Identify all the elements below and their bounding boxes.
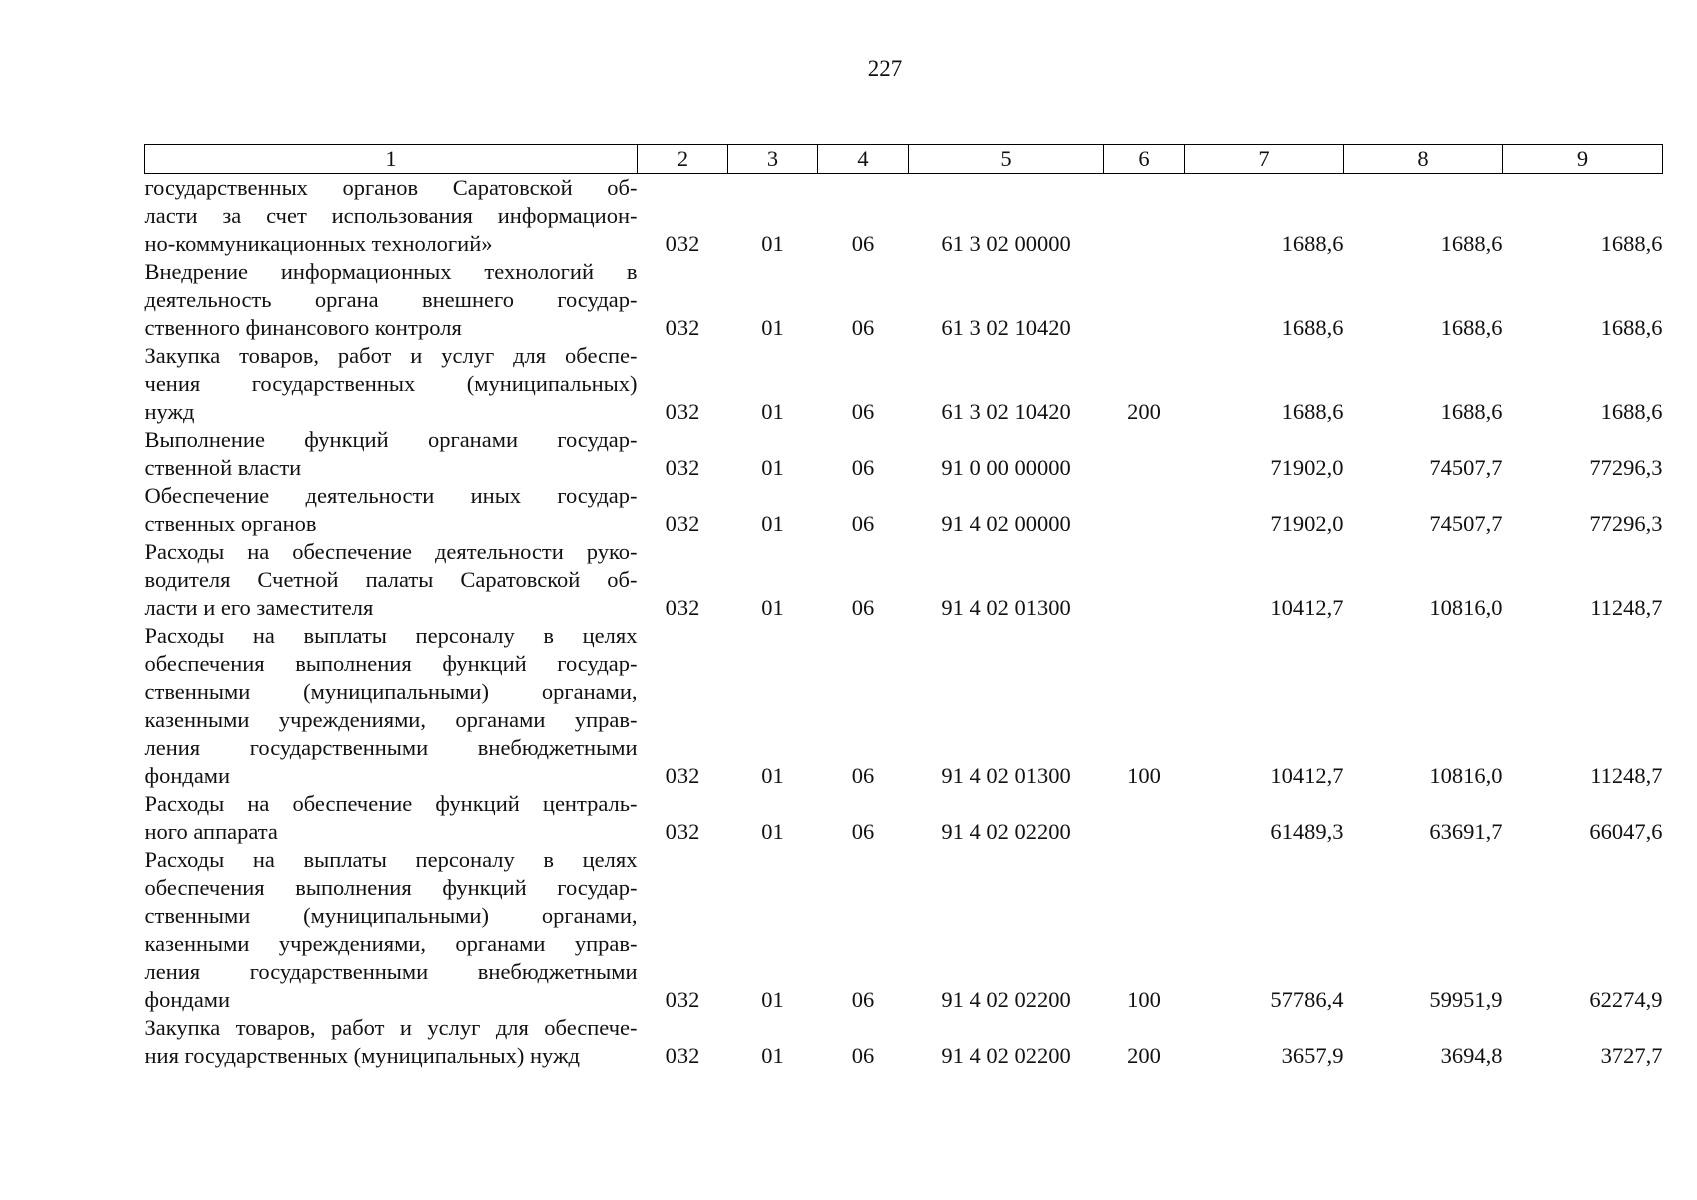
amount-year-3: 77296,3 [1589, 455, 1663, 480]
table-row [145, 1014, 1663, 1070]
row-description [145, 482, 638, 538]
column-header: 9 [1503, 145, 1663, 174]
description-line: Внедрение информационных технологий в [144, 259, 638, 284]
target-item-code: 91 4 02 01300 [941, 595, 1071, 620]
target-item-code: 91 0 00 00000 [941, 455, 1071, 480]
description-line: Выполнение функций органами государ- [144, 427, 638, 452]
description-line: ния государственных (муниципальных) нужд [144, 1043, 580, 1068]
table-row [145, 846, 1663, 1014]
target-item-code: 61 3 02 10420 [941, 315, 1071, 340]
description-line: Расходы на обеспечение деятельности руко- [144, 539, 638, 564]
amount-year-3: 77296,3 [1589, 511, 1663, 536]
description-line: ственными (муниципальными) органами, [144, 903, 638, 928]
description-line: Закупка товаров, работ и услуг для обеспе- [144, 343, 638, 368]
section-code: 01 [761, 511, 784, 536]
section-code: 01 [761, 595, 784, 620]
subsection-code: 06 [851, 231, 875, 256]
column-header: 3 [728, 145, 818, 174]
ministry-code: 032 [665, 595, 700, 620]
subsection-code: 06 [851, 819, 875, 844]
amount-year-1: 71902,0 [1270, 455, 1344, 480]
target-item-code: 91 4 02 02200 [941, 819, 1071, 844]
amount-year-2: 59951,9 [1429, 987, 1503, 1012]
description-line: ного аппарата [144, 819, 278, 844]
table-row [145, 342, 1663, 426]
amount-year-2: 3694,8 [1440, 1043, 1503, 1068]
subsection-code: 06 [851, 1043, 875, 1068]
amount-year-1: 71902,0 [1270, 511, 1344, 536]
expense-type-code [1104, 426, 1185, 482]
row-description [145, 342, 638, 426]
expense-type-code [1104, 258, 1185, 342]
expense-type-code: 100 [1127, 987, 1161, 1012]
amount-year-3: 3727,7 [1600, 1043, 1663, 1068]
ministry-code: 032 [665, 231, 700, 256]
column-header: 2 [638, 145, 728, 174]
amount-year-2: 1688,6 [1440, 315, 1503, 340]
description-line: государственных органов Саратовской об- [144, 175, 638, 200]
target-item-code: 91 4 02 01300 [941, 763, 1071, 788]
expense-type-code [1104, 174, 1185, 259]
section-code: 01 [761, 987, 784, 1012]
description-line: Расходы на обеспечение функций централь- [144, 791, 638, 816]
section-code: 01 [761, 763, 784, 788]
amount-year-1: 57786,4 [1270, 987, 1344, 1012]
amount-year-2: 1688,6 [1440, 399, 1503, 424]
description-line: Обеспечение деятельности иных государ- [144, 483, 638, 508]
amount-year-2: 74507,7 [1429, 455, 1503, 480]
table-row [145, 790, 1663, 846]
section-code: 01 [761, 315, 784, 340]
subsection-code: 06 [851, 763, 875, 788]
header-row [145, 145, 1663, 174]
page-number: 227 [867, 56, 903, 81]
column-header: 5 [909, 145, 1104, 174]
description-line: ственного финансового контроля [144, 315, 462, 340]
amount-year-2: 1688,6 [1440, 231, 1503, 256]
description-line: но-коммуникационных технологий» [144, 231, 493, 256]
description-line: ления государственными внебюджетными [144, 959, 638, 984]
table-row [145, 258, 1663, 342]
row-description [145, 174, 638, 259]
column-header: 6 [1104, 145, 1185, 174]
description-line: ственных органов [144, 511, 317, 536]
section-code: 01 [761, 1043, 784, 1068]
column-header: 8 [1344, 145, 1503, 174]
description-line: казенными учреждениями, органами управ- [144, 707, 638, 732]
expense-type-code: 200 [1127, 399, 1161, 424]
description-line: ласти и его заместителя [144, 595, 374, 620]
expense-type-code: 100 [1127, 763, 1161, 788]
expense-type-code: 200 [1127, 1043, 1161, 1068]
amount-year-1: 3657,9 [1281, 1043, 1344, 1068]
table-row [145, 482, 1663, 538]
description-line: Закупка товаров, работ и услуг для обеспече- [144, 1015, 638, 1040]
section-code: 01 [761, 455, 784, 480]
column-header: 1 [145, 145, 638, 174]
description-line: ственной власти [144, 455, 302, 480]
row-description [145, 426, 638, 482]
expense-type-code [1104, 790, 1185, 846]
row-description [145, 538, 638, 622]
ministry-code: 032 [665, 987, 700, 1012]
column-header: 4 [818, 145, 909, 174]
description-line: обеспечения выполнения функций государ- [144, 875, 638, 900]
section-code: 01 [761, 819, 784, 844]
subsection-code: 06 [851, 315, 875, 340]
amount-year-2: 10816,0 [1429, 763, 1503, 788]
amount-year-1: 1688,6 [1281, 399, 1344, 424]
amount-year-3: 11248,7 [1590, 763, 1663, 788]
description-line: ласти за счет использования информацион- [144, 203, 638, 228]
ministry-code: 032 [665, 819, 700, 844]
amount-year-3: 62274,9 [1589, 987, 1663, 1012]
subsection-code: 06 [851, 987, 875, 1012]
description-line: обеспечения выполнения функций государ- [144, 651, 638, 676]
description-line: нужд [144, 399, 195, 424]
budget-table [144, 144, 1663, 1070]
row-description [145, 258, 638, 342]
subsection-code: 06 [851, 595, 875, 620]
ministry-code: 032 [665, 1043, 700, 1068]
ministry-code: 032 [665, 315, 700, 340]
amount-year-3: 1688,6 [1600, 399, 1663, 424]
amount-year-3: 1688,6 [1600, 315, 1663, 340]
description-line: ления государственными внебюджетными [144, 735, 638, 760]
amount-year-3: 66047,6 [1589, 819, 1663, 844]
table-row [145, 622, 1663, 790]
description-line: фондами [144, 763, 231, 788]
amount-year-1: 1688,6 [1281, 231, 1344, 256]
description-line: деятельность органа внешнего государ- [144, 287, 638, 312]
amount-year-2: 74507,7 [1429, 511, 1503, 536]
amount-year-3: 11248,7 [1590, 595, 1663, 620]
description-line: Расходы на выплаты персоналу в целях [144, 623, 638, 648]
ministry-code: 032 [665, 763, 700, 788]
description-line: казенными учреждениями, органами управ- [144, 931, 638, 956]
target-item-code: 91 4 02 02200 [941, 987, 1071, 1012]
table-row [145, 538, 1663, 622]
row-description [145, 790, 638, 846]
description-line: ственными (муниципальными) органами, [144, 679, 638, 704]
target-item-code: 91 4 02 02200 [941, 1043, 1071, 1068]
amount-year-1: 1688,6 [1281, 315, 1344, 340]
section-code: 01 [761, 399, 784, 424]
row-description [145, 622, 638, 790]
expense-type-code [1104, 538, 1185, 622]
target-item-code: 91 4 02 00000 [941, 511, 1071, 536]
row-description [145, 1014, 638, 1070]
section-code: 01 [761, 231, 784, 256]
table-row [145, 174, 1663, 259]
column-header: 7 [1185, 145, 1344, 174]
ministry-code: 032 [665, 399, 700, 424]
description-line: фондами [144, 987, 231, 1012]
amount-year-2: 10816,0 [1429, 595, 1503, 620]
subsection-code: 06 [851, 399, 875, 424]
target-item-code: 61 3 02 00000 [941, 231, 1071, 256]
row-description [145, 846, 638, 1014]
ministry-code: 032 [665, 511, 700, 536]
expense-type-code [1104, 482, 1185, 538]
description-line: водителя Счетной палаты Саратовской об- [144, 567, 638, 592]
amount-year-3: 1688,6 [1600, 231, 1663, 256]
amount-year-2: 63691,7 [1429, 819, 1503, 844]
description-line: чения государственных (муниципальных) [144, 371, 638, 396]
ministry-code: 032 [665, 455, 700, 480]
amount-year-1: 10412,7 [1270, 595, 1344, 620]
subsection-code: 06 [851, 455, 875, 480]
description-line: Расходы на выплаты персоналу в целях [144, 847, 638, 872]
amount-year-1: 61489,3 [1270, 819, 1344, 844]
table-row [145, 426, 1663, 482]
target-item-code: 61 3 02 10420 [941, 399, 1071, 424]
amount-year-1: 10412,7 [1270, 763, 1344, 788]
subsection-code: 06 [851, 511, 875, 536]
